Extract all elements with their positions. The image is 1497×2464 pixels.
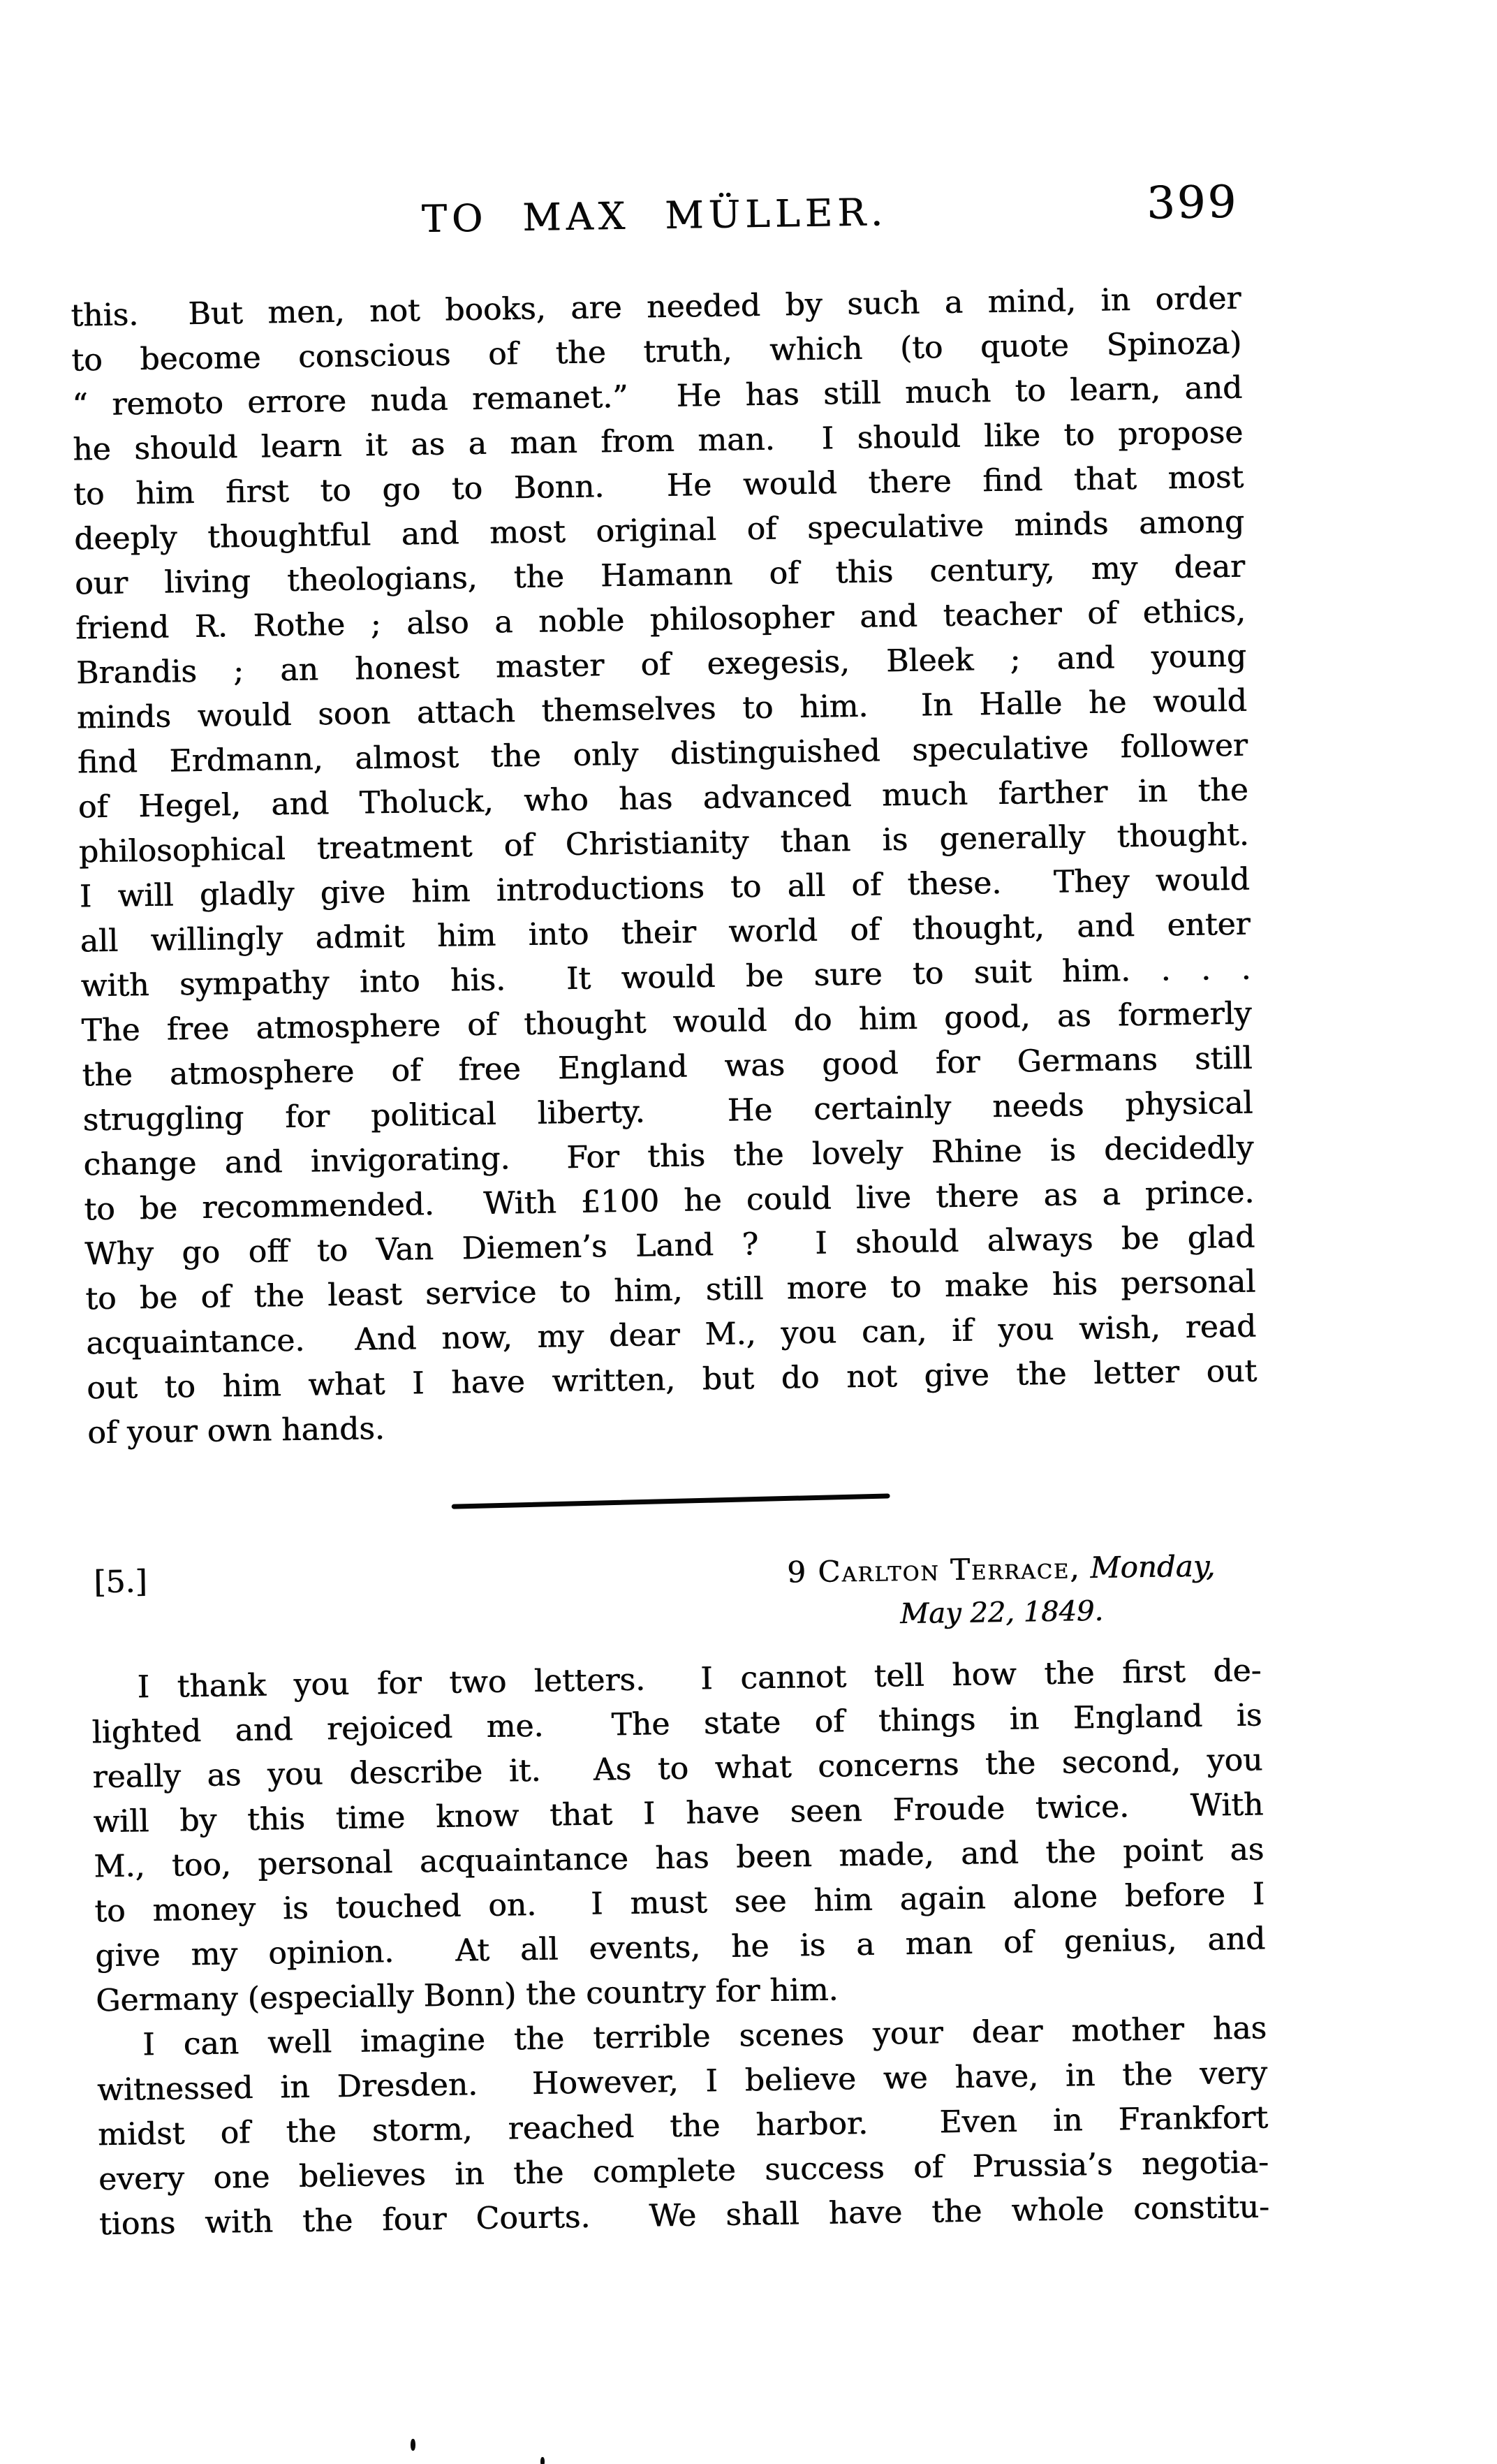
text-line: philosophical treatment of Christianity than is generally thought. [78,816,1249,870]
text-line: of Hegel, and Tholuck, who has advanced much farther in the [78,772,1249,826]
text-line: to be of the least service to him, still more to make his personal [84,1263,1256,1317]
scan-speck [411,2439,415,2451]
text-line: lighted and rejoiced me. The state of things in England is [91,1697,1262,1751]
page-content [66,0,1269,2247]
address-date: May 22, 1849. [899,1594,1104,1631]
text-line: deeply thoughtful and most original of speculative minds among [73,504,1245,557]
text-line: the atmosphere of free England was good for Germans still [82,1040,1253,1094]
text-line: tions with the four Courts. We shall have the whole constitu- [98,2189,1270,2243]
text-line: Why go off to Van Diemen’s Land ? I should always be glad [84,1219,1255,1273]
text-line: The free atmosphere of thought would do him good, as formerly [81,995,1252,1049]
text-line: “ remoto errore nuda remanet.” He has still much to learn, and [71,369,1243,423]
text-line: to become conscious of the truth, which (to quote Spinoza) [71,325,1242,379]
paragraph-continuation [71,277,1258,1456]
text-line: M., too, personal acquaintance has been made, and the point as [93,1831,1264,1885]
text-line: friend R. Rothe ; also a noble philosopher and teacher of ethics, [75,593,1246,647]
text-line: of your own hands. [87,1411,385,1451]
text-line: acquaintance. And now, my dear M., you can, if you wish, read [85,1308,1257,1362]
letter-paragraph-2 [96,2006,1270,2247]
letter-address [787,1544,1216,1637]
text-line: find Erdmann, almost the only distinguished speculative follower [77,727,1248,781]
text-line: Brandis ; an honest master of exegesis, Bleek ; and young [75,638,1247,691]
page-number: 399 [1146,176,1239,230]
text-line: Germany (especially Bonn) the country for him. [95,1972,839,2019]
address-place: 9 Carlton Terrace, [786,1550,1081,1590]
text-line: I will gladly give him introductions to all of these. They would [79,861,1250,915]
address-day: Monday, [1090,1548,1216,1585]
text-line: I can well imagine the terrible scenes your dear mother has [142,2010,1267,2063]
page-header [69,176,1240,247]
text-line: I thank you for two letters. I cannot tell how the first de- [137,1652,1262,1706]
address-line-1 [787,1544,1216,1594]
letter-heading [89,1544,1261,1648]
text-line: out to him what I have written, but do not give the letter out [86,1353,1258,1407]
text-line: every one believes in the complete success of Prussia’s negotia- [98,2144,1269,2198]
text-line: struggling for political liberty. He certainly needs physical [82,1085,1253,1138]
text-line: will by this time know that I have seen Froude twice. With [93,1787,1264,1840]
text-line: change and invigorating. For this the lovely Rhine is decidedly [83,1129,1254,1183]
letter-paragraph-1 [91,1649,1266,2024]
text-line: to him first to go to Bonn. He would there find that most [73,459,1244,513]
text-line: with sympathy into his. It would be sure to suit him. . . . [80,951,1251,1004]
running-head: TO MAX MÜLLER. [421,190,888,242]
text-line: he should learn it as a man from man. I should like to propose [72,414,1244,468]
text-line: to money is touched on. I must see him again alone before I [94,1876,1265,1930]
section-divider-rule [452,1493,890,1509]
text-line: give my opinion. At all events, he is a man of genius, and [94,1921,1266,1974]
text-line: to be recommended. With £100 he could live there as a prince. [84,1174,1255,1228]
text-line: this. But men, not books, are needed by such a mind, in order [71,280,1241,334]
scan-speck [540,2457,545,2464]
text-line: really as you describe it. As to what concerns the second, you [92,1742,1263,1796]
text-line: midst of the storm, reached the harbor. Even in Frankfort [97,2099,1269,2153]
text-line: our living theologians, the Hamann of this century, my dear [74,548,1246,602]
text-line: witnessed in Dresden. However, I believe we have, in the very [96,2055,1268,2109]
letter-number: [5.] [93,1564,147,1601]
text-line: all willingly admit him into their world of thought, and enter [80,906,1251,960]
text-line: minds would soon attach themselves to him. In Halle he would [76,682,1248,736]
